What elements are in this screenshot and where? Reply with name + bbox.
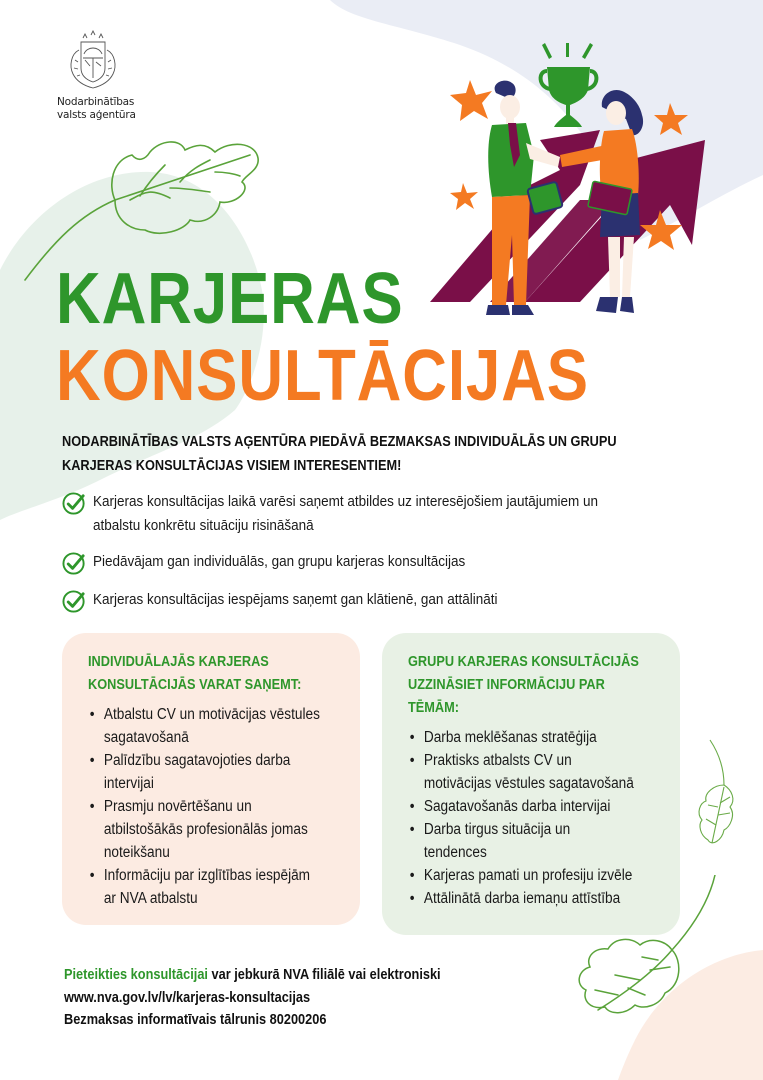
card-title-line: TĒMĀM:: [408, 700, 460, 716]
organization-logo: [57, 30, 147, 122]
checklist-item: [62, 588, 742, 614]
card-title-line: UZZINĀSIET INFORMĀCIJU PAR: [408, 677, 605, 693]
card-list: [88, 703, 327, 910]
title-line2: KONSULTĀCIJAS: [56, 336, 589, 416]
intro-line2: KARJERAS KONSULTĀCIJAS VISIEM INTERESENTIEM!: [62, 458, 402, 474]
list-item: • Informāciju par izglītības iespējām ar NVA atbalstu: [88, 864, 327, 910]
checklist-item-text: Karjeras konsultācijas iespējams saņemt gan klātienē, gan attālināti: [93, 591, 498, 608]
latvia-coat-of-arms-icon: [65, 30, 121, 92]
list-item: • Sagatavošanās darba intervijai: [408, 795, 647, 818]
individual-consultations-card: [62, 633, 360, 925]
card-title: [408, 651, 647, 720]
check-circle-icon: [62, 589, 87, 614]
title-line1: KARJERAS: [56, 259, 404, 339]
checklist-item-text: Piedāvājam gan individuālās, gan grupu karjeras konsultācijas: [93, 553, 466, 570]
checklist-item-text: atbalstu konkrētu situāciju risināšanā: [93, 517, 314, 534]
list-item: • Darba tirgus situācija un tendences: [408, 818, 647, 864]
contact-info: [64, 964, 441, 1032]
check-circle-icon: [62, 491, 87, 516]
list-item: • Palīdzību sagatavojoties darba intervijai: [88, 749, 327, 795]
intro-text: [62, 430, 625, 478]
leaf-decoration-icon: [690, 735, 750, 855]
handshake-trophy-illustration: [430, 35, 720, 320]
organization-name-line1: Nodarbinātības: [57, 96, 135, 108]
card-title: [88, 651, 327, 697]
list-item: • Darba meklēšanas stratēģija: [408, 726, 647, 749]
checklist-item: [62, 490, 742, 538]
intro-line1: NODARBINĀTĪBAS VALSTS AĢENTŪRA PIEDĀVĀ BEZMAKSAS INDIVIDUĀLĀS UN GRUPU: [62, 434, 617, 450]
list-item: • Karjeras pamati un profesiju izvēle: [408, 864, 647, 887]
list-item: • Attālinātā darba iemaņu attīstība: [408, 887, 647, 910]
benefits-checklist: [62, 490, 742, 626]
trophy-icon: [541, 43, 597, 127]
card-list: [408, 726, 647, 910]
card-title-line: INDIVIDUĀLAJĀS KARJERAS: [88, 654, 269, 670]
list-item: • Atbalstu CV un motivācijas vēstules sagatavošanā: [88, 703, 327, 749]
list-item: • Prasmju novērtēšanu un atbilstošākās profesionālās jomas noteikšanu: [88, 795, 327, 864]
apply-text: var jebkurā NVA filiālē vai elektroniski: [207, 967, 441, 983]
apply-link[interactable]: Pieteikties konsultācijai: [64, 967, 208, 983]
card-title-line: KONSULTĀCIJĀS VARAT SAŅEMT:: [88, 677, 302, 693]
check-circle-icon: [62, 551, 87, 576]
card-title-line: GRUPU KARJERAS KONSULTĀCIJĀS: [408, 654, 639, 670]
group-consultations-card: [382, 633, 680, 935]
website-url[interactable]: www.nva.gov.lv/lv/karjeras-konsultacijas: [64, 989, 311, 1006]
checklist-item: [62, 550, 742, 576]
checklist-item-text: Karjeras konsultācijas laikā varēsi saņemt atbildes uz interesējošiem jautājumiem un: [93, 493, 598, 510]
list-item: • Praktisks atbalsts CV un motivācijas vēstules sagatavošanā: [408, 749, 647, 795]
organization-name-line2: valsts aģentūra: [57, 109, 136, 121]
phone-line: Bezmaksas informatīvais tālrunis 80200206: [64, 1012, 327, 1028]
